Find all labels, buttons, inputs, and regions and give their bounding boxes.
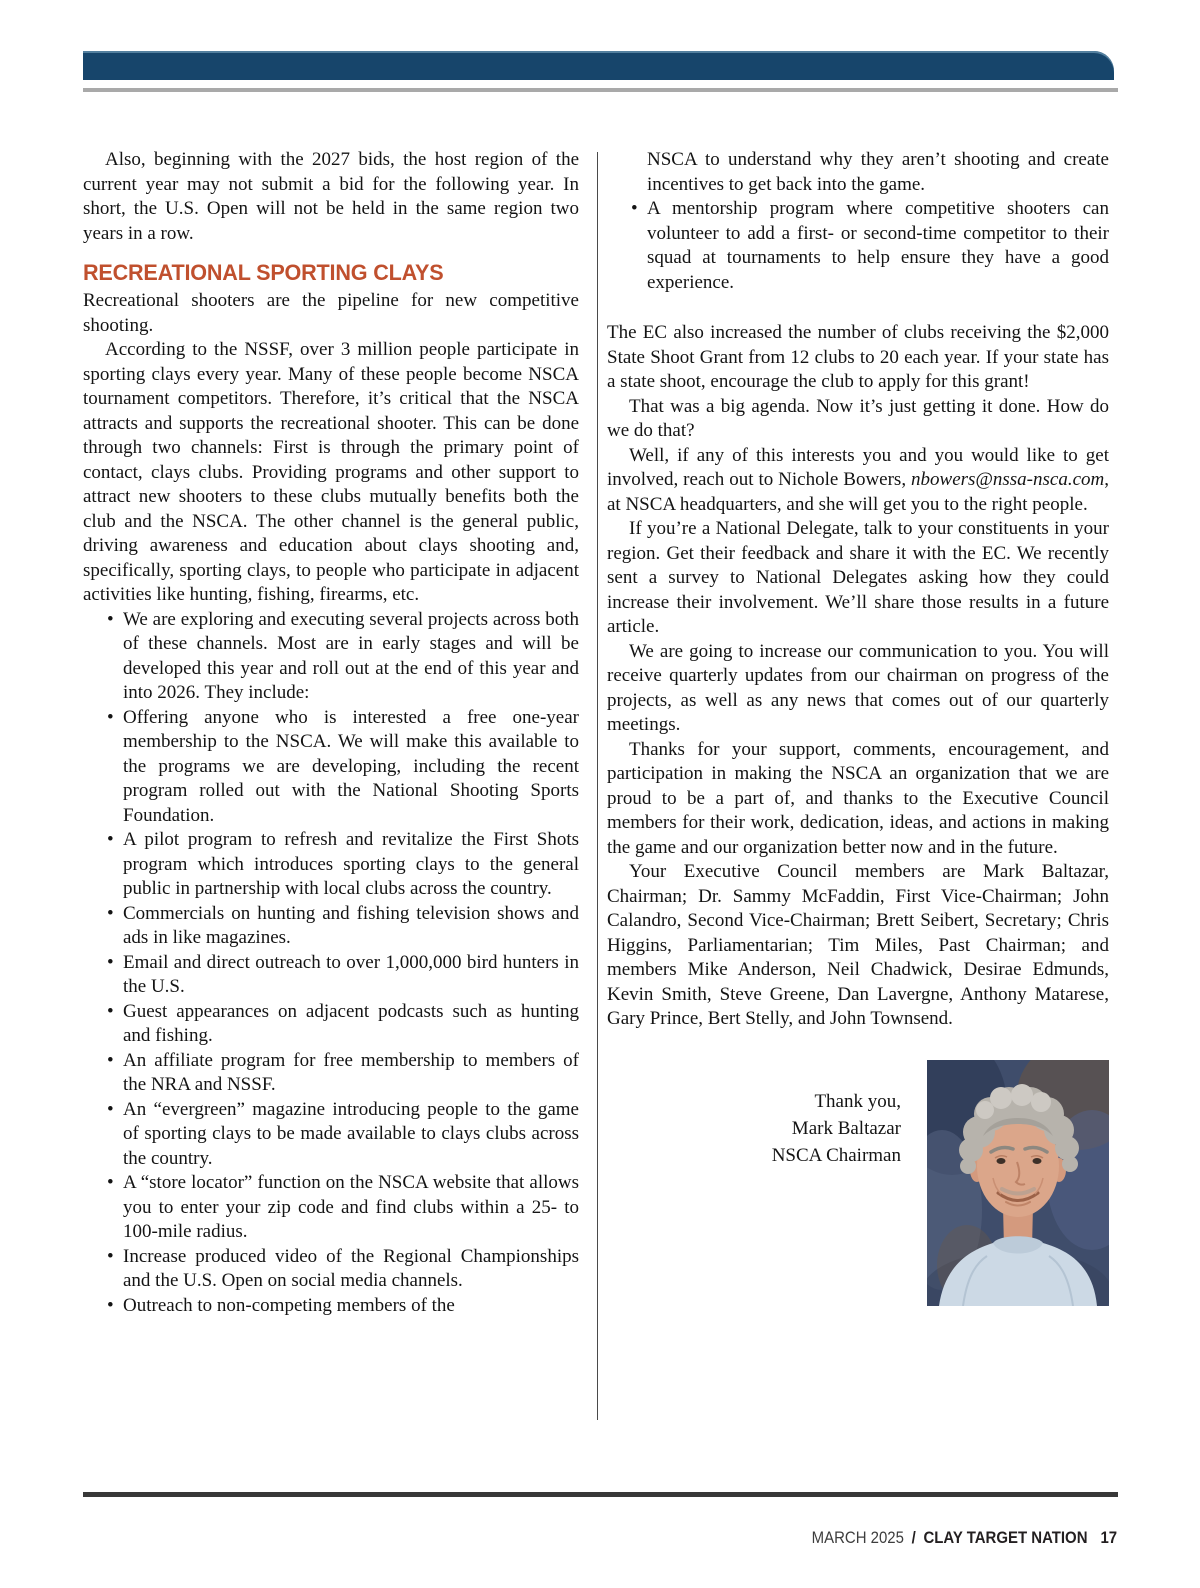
paragraph: According to the NSSF, over 3 million people participate in sporting clays every year. Many of these people become NSCA tournament competitors. Therefore, it’s critical that the NSCA attracts and supports the recreational shooter. This can be done through two channels: First is through the primary point of contact, clays clubs. Providing programs and other support to attract new shooters to these clubs mutually benefits both the club and the NSCA. The other channel is the general public, driving awareness and education about clays shooting and, specifically, sporting clays, to people who participate in adjacent activities like hunting, fishing, firearms, etc. (83, 339, 579, 605)
bullet-item: • An “evergreen” magazine introducing people to the game of sporting clays to be made available to clays clubs across the country. (83, 1098, 579, 1172)
footer-separator: / (911, 1528, 916, 1547)
paragraph: Recreational shooters are the pipeline for new competitive shooting. (83, 290, 579, 336)
header-bar (83, 51, 1114, 80)
bullet-item: • Commercials on hunting and fishing television shows and ads in like magazines. (83, 902, 579, 951)
bullet-list (83, 608, 579, 1319)
intro-paragraph: Also, beginning with the 2027 bids, the host region of the current year may not submit a bid for the following year. In short, the U.S. Open will not be held in the same region two years in a row. (83, 149, 579, 244)
paragraph-text: , at NSCA headquarters, and she will get you to the right people. (607, 469, 1109, 515)
paragraph-text: Well, if any of this interests you and you would like to get involved, reach out to Nichole Bowers, (607, 444, 1109, 490)
bullet-list (607, 197, 1109, 295)
footer-line (812, 1528, 1117, 1548)
email-italic: nbowers@nssa-nsca.com (911, 469, 1105, 490)
chairman-portrait-photo (927, 1060, 1109, 1306)
header-rule (83, 88, 1118, 92)
footer-magazine-title: CLAY TARGET NATION (923, 1528, 1088, 1547)
paragraph: Your Executive Council members are Mark Baltazar, Chairman; Dr. Sammy McFaddin, First Vice-Chairman; John Calandro, Second Vice-Chairman; Brett Seibert, Secretary; Chris Higgins, Parliamentarian; Tim Miles, Past Chairman; and members Mike Anderson, Neil Chadwick, Desirae Edmunds, Kevin Smith, Steve Greene, Dan Lavergne, Anthony Matarese, Gary Prince, Bert Stelly, and John Townsend. (607, 861, 1109, 1029)
paragraph (607, 444, 1109, 518)
section-heading: RECREATIONAL SPORTING CLAYS (83, 260, 444, 285)
footer-rule (83, 1492, 1118, 1497)
bullet-item: • Email and direct outreach to over 1,000,000 bird hunters in the U.S. (83, 951, 579, 1000)
paragraph: If you’re a National Delegate, talk to your constituents in your region. Get their feedback and share it with the EC. We recently sent a survey to National Delegates asking how they could increase their involvement. We’ll share those results in a future article. (607, 518, 1109, 637)
footer-issue: MARCH 2025 (811, 1528, 904, 1547)
paragraph: That was a big agenda. Now it’s just getting it done. How do we do that? (607, 395, 1109, 441)
bullet-item: • A mentorship program where competitive shooters can volunteer to add a first- or second-time competitor to their squad at tournaments to help ensure they have a good experience. (607, 197, 1109, 295)
bullet-item: • We are exploring and executing several projects across both of these channels. Most are in early stages and will be developed this year and roll out at the end of this year and into 2026. They include: (83, 608, 579, 706)
signature-name: Mark Baltazar (791, 1117, 901, 1139)
footer-page-number: 17 (1100, 1528, 1117, 1547)
bullet-item: • A “store locator” function on the NSCA website that allows you to enter your zip code and find clubs within a 25- to 100-mile radius. (83, 1171, 579, 1245)
signature-title: NSCA Chairman (771, 1144, 901, 1166)
bullet-item: • Increase produced video of the Regional Championships and the U.S. Open on social media channels. (83, 1245, 579, 1294)
paragraph: Thanks for your support, comments, encouragement, and participation in making the NSCA an organization that we are proud to be a part of, and thanks to the Executive Council members for their work, dedication, ideas, and actions in making the game and our organization better now and in the future. (607, 738, 1109, 858)
column-divider (597, 152, 598, 1420)
bullet-item: • An affiliate program for free membership to members of the NRA and NSSF. (83, 1049, 579, 1098)
signature-thanks: Thank you, (814, 1090, 901, 1112)
paragraph: The EC also increased the number of clubs receiving the $2,000 State Shoot Grant from 12 clubs to 20 each year. If your state has a state shoot, encourage the club to apply for this grant! (607, 322, 1109, 392)
bullet-item: • Outreach to non-competing members of the (83, 1294, 579, 1319)
right-column (607, 148, 1109, 1306)
signature-photo-row (607, 1060, 1109, 1306)
bullet-item: • Guest appearances on adjacent podcasts such as hunting and fishing. (83, 1000, 579, 1049)
bullet-item: • A pilot program to refresh and revitalize the First Shots program which introduces sporting clays to the general public in partnership with local clubs across the country. (83, 828, 579, 902)
continuation-paragraph: NSCA to understand why they aren’t shooting and create incentives to get back into the game. (647, 149, 1109, 195)
paragraph: We are going to increase our communication to you. You will receive quarterly updates from our chairman on progress of the projects, as well as any news that comes out of our quarterly meetings. (607, 640, 1109, 735)
signature-block (607, 1060, 927, 1306)
left-column (83, 148, 579, 1318)
bullet-item: • Offering anyone who is interested a free one-year membership to the NSCA. We will make this available to the programs we are developing, including the recent program rolled out with the National Shooting Sports Foundation. (83, 706, 579, 829)
